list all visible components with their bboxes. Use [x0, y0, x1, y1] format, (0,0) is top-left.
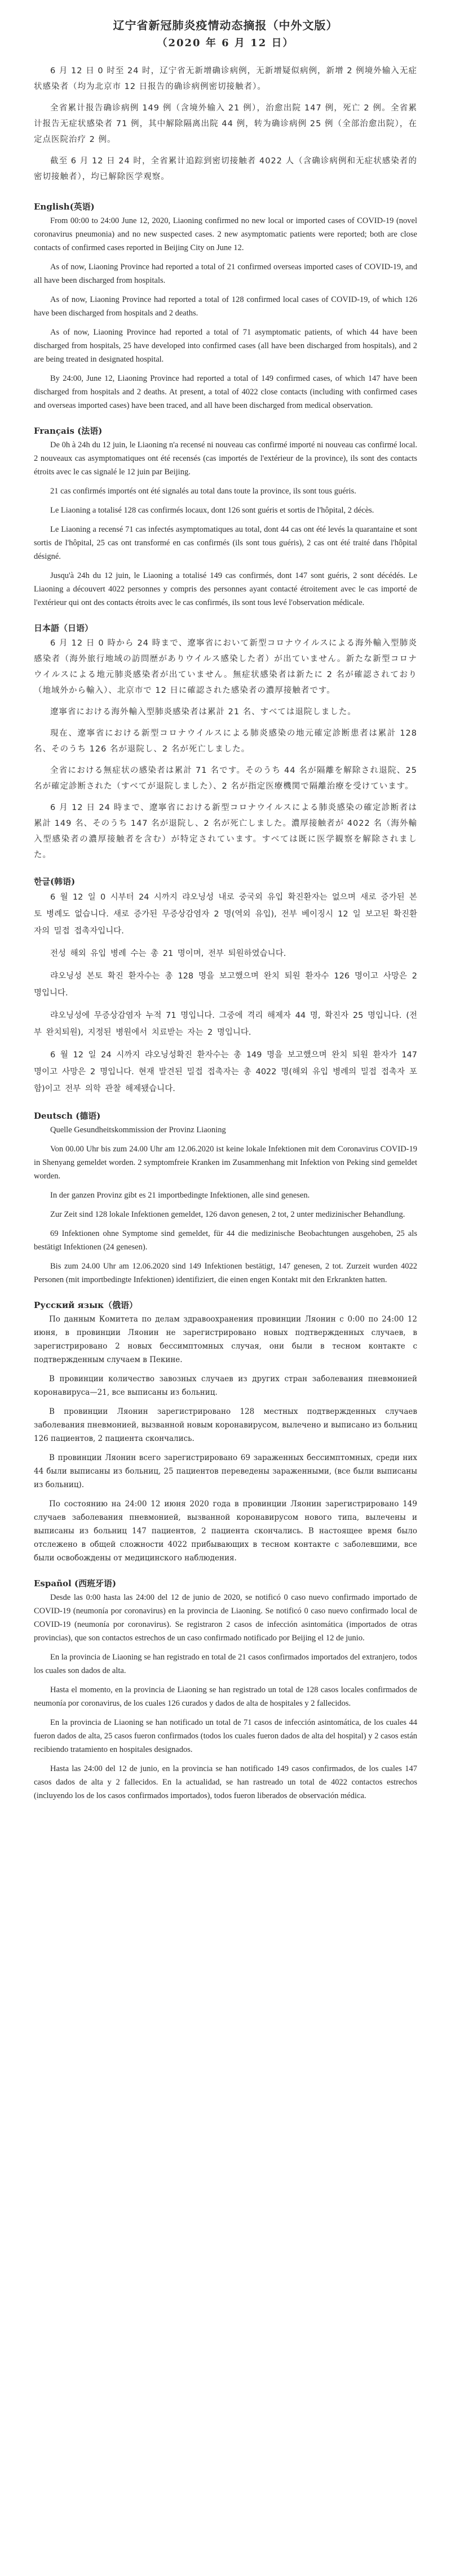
russian-paragraph-4: В провинции Ляонин всего зарегистрировано 69 зараженных бессимптомных, среди них 44 были выписаны из больниц, 25 пациентов переведены зараженными, (все были выписаны из больниц).	[34, 1453, 417, 1489]
french-paragraph-2: 21 cas confirmés importés ont été signalés au total dans toute la province, ils sont tous guéris.	[50, 487, 356, 496]
japanese-paragraph-5: 6 月 12 日 24 時まで、遼寧省における新型コロナウイルスによる肺炎感染の確定診断者は累計 149 名、そのうち 147 名が退院し、2 名が死亡しました。濃厚接触者が 4022 名（海外輸入型感染者の濃厚接触者を含む）が特定されています。すべては既に医学観察を解除されました。	[34, 803, 417, 860]
section-korean	[34, 875, 417, 1097]
korean-paragraph-3: 랴오닝성 본토 확진 환자수는 총 128 명을 보고했으며 완치 퇴원 환자수 126 명이고 사망은 2 명입니다.	[34, 972, 417, 998]
korean-paragraph-4: 랴오닝성에 무증상감염자 누적 71 명입니다. 그중에 격리 해제자 44 명, 확진자 25 명입니다. (전부 완치퇴원), 지정된 병원에서 치료받는 자는 2 명입니다.	[34, 1011, 417, 1037]
german-paragraph-1: Quelle Gesundheitskommission der Provinz Liaoning	[50, 1125, 226, 1134]
english-paragraph-5: By 24:00, June 12, Liaoning Province had reported a total of 149 confirmed cases, of which 147 have been discharged from hospitals and 2 deaths. At present, a total of 4022 close contacts (including with confirmed cases and overseas imported cases) have been traced, and all have been discharged from medical observation.	[34, 374, 417, 410]
document-date: （2020 年 6 月 12 日）	[157, 37, 294, 49]
french-paragraph-1: De 0h à 24h du 12 juin, le Liaoning n'a recensé ni nouveau cas confirmé importé ni nouveau cas confirmé local. 2 nouveaux cas asymptomatiques ont été recensés (cas importés de l'extérieur de la province), ils sont des contacts étroits avec le cas signalé le 12 juin par Beijing.	[34, 441, 417, 477]
german-paragraph-2: Von 00.00 Uhr bis zum 24.00 Uhr am 12.06.2020 ist keine lokale Infektionen mit dem Coronavirus COVID-19 in Shenyang gemeldet worden. 2 symptomfreie Kranken im Zusammenhang mit Infektion von Peking sind gemeldet worden.	[34, 1145, 417, 1181]
section-spanish	[34, 1577, 417, 1803]
english-paragraph-2: As of now, Liaoning Province had reported a total of 21 confirmed overseas imported cases of COVID-19, and all have been discharged from hospitals.	[34, 263, 417, 285]
german-paragraph-4: Zur Zeit sind 128 lokale Infektionen gemeldet, 126 davon genesen, 2 tot, 2 unter medizinischer Behandlung.	[50, 1210, 405, 1219]
french-heading: Français (法语)	[34, 426, 103, 436]
english-heading: English(英语)	[34, 202, 95, 212]
section-german	[34, 1110, 417, 1287]
french-paragraph-5: Jusqu'à 24h du 12 juin, le Liaoning a totalisé 149 cas confirmés, dont 147 sont guéris, 2 sont décédés. Le Liaoning a découvert 4022 personnes y compris des personnes ayant contacté étroitement avec le cas importé de l'extérieur qui ont des contacts étroits avec le cas confirmés, ils sont tous levé l'observation médicale.	[34, 571, 417, 607]
russian-heading: Русский язык（俄语）	[34, 1300, 138, 1310]
russian-paragraph-1: По данным Комитета по делам здравоохранения провинции Ляонин с 0:00 по 24:00 12 июня, в провинции Ляонин не зарегистрировано новых подтвержденных случаев, в зарегистрировано 2 новых бессимптомных случая, они были в тесном контакте с подтвержденным случаем в Пекине.	[34, 1315, 417, 1364]
french-paragraph-4: Le Liaoning a recensé 71 cas infectés asymptomatiques au total, dont 44 cas ont été levés la quarantaine et sont sortis de l'hôpital, 25 cas ont transformé en cas confirmés (ils sont tous guéris), 2 cas ont été traité dans l'hôpital désigné.	[34, 525, 417, 561]
russian-paragraph-5: По состоянию на 24:00 12 июня 2020 года в провинции Ляонин зарегистрировано 149 случаев заболевания пневмонией, вызванной коронавирусом нового типа, вылечены и выписаны из больниц 147 пациентов, 2 пациента скончались. В настоящее время было отслежено в общей сложности 4022 прибывающих в тесном контакте с заболевшими, все были освобождены от медицинского наблюдения.	[34, 1500, 417, 1563]
german-paragraph-5: 69 Infektionen ohne Symptome sind gemeldet, für 44 die medizinische Beobachtungen ausgehoben, 25 als bestätigt Infektionen (24 genesen).	[34, 1229, 417, 1252]
spanish-paragraph-5: Hasta las 24:00 del 12 de junio, en la provincia se han notificado 149 casos confirmados, de los cuales 147 casos dados de alta y 2 fallecidos. En la actualidad, se han rastreado un total de 4022 contactos estrechos (incluyendo los de los casos confirmados importados), todos fueron liberados de observación médica.	[34, 1764, 417, 1800]
english-paragraph-1: From 00:00 to 24:00 June 12, 2020, Liaoning confirmed no new local or imported cases of COVID-19 (novel coronavirus pneumonia) and no new suspected cases. 2 new asymptomatic patients were reported; both are close contacts of confirmed cases reported in Beijing City on June 12.	[34, 216, 417, 252]
japanese-paragraph-3: 現在、遼寧省における新型コロナウイルスによる肺炎感染の地元確定診断患者は累計 128 名、そのうち 126 名が退院し、2 名が死亡しました。	[34, 729, 417, 754]
japanese-paragraph-4: 全省における無症状の感染者は累計 71 名です。そのうち 44 名が隔離を解除され退院、25 名が確定診断された（すべてが退院しました）、2 名が指定医療機関で隔離治療を受けています。	[34, 766, 417, 791]
spanish-paragraph-1: Desde las 0:00 hasta las 24:00 del 12 de junio de 2020, se notificó 0 caso nuevo confirmado importado de COVID-19 (neumonía por coronavirus) en la provincia de Liaoning. Se notificó 0 caso nuevo confirmado local de COVID-19 (neumonía por coronavirus). Se registraron 2 casos de infección asintomática (importados de otras provincias), que son contactos estrechos de un caso confirmado notificado por Beijing el 12 de junio.	[34, 1593, 417, 1643]
russian-paragraph-3: В провинции Ляонин зарегистрировано 128 местных подтвержденных случаев заболевания пневмонией, вызванной новым коронавирусом, вылечено и выписано из больниц 126 пациентов, 2 пациента скончались.	[34, 1407, 417, 1443]
spanish-paragraph-2: En la provincia de Liaoning se han registrado en total de 21 casos confirmados importados del extranjero, todos los cuales son dados de alta.	[34, 1653, 417, 1675]
spanish-paragraph-4: En la provincia de Liaoning se han notificado un total de 71 casos de infección asintomática, de los cuales 44 fueron dados de alta, 25 casos fueron confirmados (todos los cuales fueron dados de alta del hospital) y 2 casos están recibiendo tratamiento en hospitales designados.	[34, 1718, 417, 1754]
korean-heading: 한글(韩语)	[34, 877, 76, 887]
chinese-paragraph-2: 全省累计报告确诊病例 149 例（含境外输入 21 例），治愈出院 147 例，死亡 2 例。全省累计报告无症状感染者 71 例，其中解除隔离出院 44 例，转为确诊病例 25 例（全部治愈出院），在定点医院治疗 2 例。	[34, 104, 417, 144]
section-chinese	[34, 63, 417, 185]
french-paragraph-3: Le Liaoning a totalisé 128 cas confirmés locaux, dont 126 sont guéris et sortis de l'hôpital, 2 décès.	[50, 506, 374, 515]
english-paragraph-3: As of now, Liaoning Province had reported a total of 128 confirmed local cases of COVID-19, of which 126 have been discharged from hospitals and 2 deaths.	[34, 295, 417, 318]
russian-paragraph-2: В провинции количество завозных случаев из других стран заболевания пневмонией коронавируса—21, все выписаны из больниц.	[34, 1374, 417, 1397]
section-japanese	[34, 622, 417, 863]
japanese-heading: 日本語（日语）	[34, 623, 94, 633]
japanese-paragraph-2: 遼寧省における海外輸入型肺炎感染者は累計 21 名、すべては退院しました。	[50, 708, 356, 717]
chinese-paragraph-3: 截至 6 月 12 日 24 时，全省累计追踪到密切接触者 4022 人（含确诊病例和无症状感染者的密切接触者），均已解除医学观察。	[34, 157, 417, 181]
chinese-paragraph-1: 6 月 12 日 0 时至 24 时，辽宁省无新增确诊病例，无新增疑似病例，新增 2 例境外输入无症状感染者（均为北京市 12 日报告的确诊病例密切接触者）。	[34, 66, 417, 91]
german-paragraph-3: In der ganzen Provinz gibt es 21 importbedingte Infektionen, alle sind genesen.	[50, 1191, 310, 1200]
english-paragraph-4: As of now, Liaoning Province had reported a total of 71 asymptomatic patients, of which 44 have been discharged from hospitals, 25 have developed into confirmed cases (all have been discharged from hospitals), and 2 are being treated in designated hospital.	[34, 328, 417, 364]
section-english	[34, 201, 417, 412]
german-paragraph-6: Bis zum 24.00 Uhr am 12.06.2020 sind 149 Infektionen bestätigt, 147 genesen, 2 tot. Zurzeit wurden 4022 Personen (mit importbedingte Infektionen) identifiziert, die einen engen Kontakt mit den Erkrankten hatten.	[34, 1262, 417, 1284]
document-title: 辽宁省新冠肺炎疫情动态摘报（中外文版）	[113, 19, 338, 32]
spanish-heading: Español (西班牙语)	[34, 1578, 117, 1589]
japanese-paragraph-1: 6 月 12 日 0 時から 24 時まで、遼寧省において新型コロナウイルスによる海外輸入型肺炎感染者（海外旅行地域の訪問歴がありウイルス感染した者）が出ていません。新たな新型コロナウイルスによる地元肺炎感染者が出ていません。無症状感染者は新たに 2 名が確認されており（地域外から輸入）、北京市で 12 日に確認された感染者の濃厚接触者です。	[34, 639, 417, 695]
korean-paragraph-1: 6 월 12 일 0 시부터 24 시까지 랴오닝성 내로 중국외 유입 확진환자는 없으며 새로 증가된 본토 병례도 없습니다. 새로 증가된 무증상감염자 2 명(역외 유입), 전부 베이징시 12 일 보고된 확진환자의 밀접 접촉자입니다.	[34, 893, 417, 936]
section-russian	[34, 1299, 417, 1565]
german-heading: Deutsch (德语)	[34, 1111, 101, 1121]
korean-paragraph-5: 6 월 12 일 24 시까지 랴오닝성확진 환자수는 총 149 명을 보고했으며 완치 퇴원 환자가 147 명이고 사망은 2 명입니다. 현재 발견된 밀접 접촉자는 총 4022 명(해외 유입 병례의 밀접 접촉자 포함)이고 전부 의학 관찰 해제됐습니다.	[34, 1051, 417, 1093]
korean-paragraph-2: 전성 해외 유입 병례 수는 총 21 명이며, 전부 퇴원하였습니다.	[50, 949, 286, 958]
section-french	[34, 425, 417, 609]
spanish-paragraph-3: Hasta el momento, en la provincia de Liaoning se han registrado un total de 128 casos locales confirmados de neumonía por coronavirus, de los cuales 126 curados y dados de alta de hospitales y 2 fallecidos.	[34, 1685, 417, 1708]
